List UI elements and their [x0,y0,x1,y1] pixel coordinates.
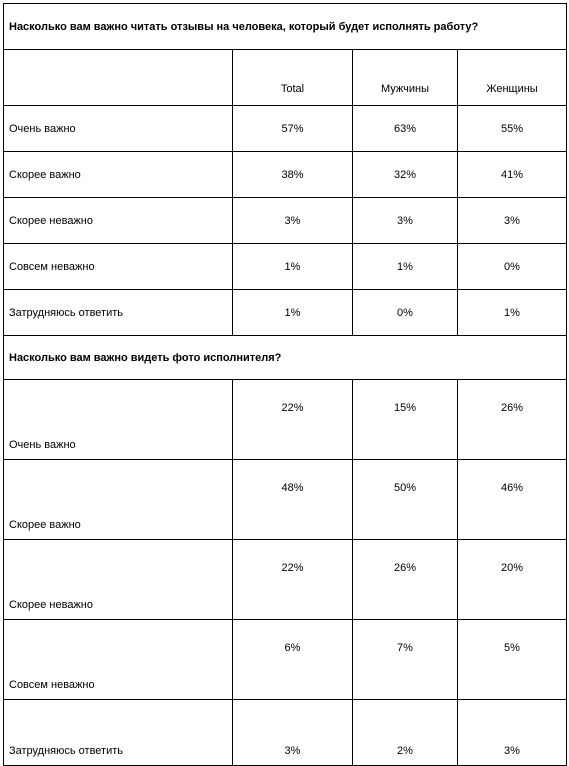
question-1-text: Насколько вам важно читать отзывы на человека, который будет исполнять работу? [4,4,567,50]
table-row [4,152,567,198]
value-women: 20% [458,540,567,620]
value-total: 57% [233,106,353,152]
header-empty-cell [4,50,233,106]
header-row [4,50,567,106]
row-label: Совсем неважно [4,620,233,700]
value-total: 22% [233,380,353,460]
question-row-1 [4,4,567,50]
value-total: 6% [233,620,353,700]
row-label: Очень важно [4,380,233,460]
table-row [4,540,567,620]
value-women: 55% [458,106,567,152]
table-row [4,198,567,244]
value-men: 63% [353,106,458,152]
value-women: 5% [458,620,567,700]
header-women: Женщины [458,50,567,106]
table-row [4,244,567,290]
survey-table [3,3,567,766]
value-men: 2% [353,700,458,766]
value-women: 3% [458,700,567,766]
row-label: Скорее важно [4,152,233,198]
header-total: Total [233,50,353,106]
value-total: 38% [233,152,353,198]
value-men: 1% [353,244,458,290]
value-men: 0% [353,290,458,336]
question-row-2 [4,336,567,380]
value-men: 32% [353,152,458,198]
value-women: 26% [458,380,567,460]
value-men: 3% [353,198,458,244]
value-total: 1% [233,290,353,336]
value-men: 50% [353,460,458,540]
survey-table-sheet [3,3,566,757]
value-men: 7% [353,620,458,700]
value-women: 41% [458,152,567,198]
question-2-text: Насколько вам важно видеть фото исполнителя? [4,336,567,380]
value-total: 1% [233,244,353,290]
value-total: 22% [233,540,353,620]
row-label: Затрудняюсь ответить [4,290,233,336]
value-total: 48% [233,460,353,540]
value-women: 1% [458,290,567,336]
table-row [4,106,567,152]
value-women: 3% [458,198,567,244]
value-total: 3% [233,198,353,244]
table-row [4,290,567,336]
row-label: Очень важно [4,106,233,152]
table-row [4,620,567,700]
row-label: Скорее важно [4,460,233,540]
row-label: Скорее неважно [4,198,233,244]
value-men: 15% [353,380,458,460]
value-women: 0% [458,244,567,290]
row-label: Скорее неважно [4,540,233,620]
row-label: Затрудняюсь ответить [4,700,233,766]
table-row [4,460,567,540]
header-men: Мужчины [353,50,458,106]
value-men: 26% [353,540,458,620]
value-total: 3% [233,700,353,766]
table-row [4,380,567,460]
table-row [4,700,567,766]
row-label: Совсем неважно [4,244,233,290]
value-women: 46% [458,460,567,540]
